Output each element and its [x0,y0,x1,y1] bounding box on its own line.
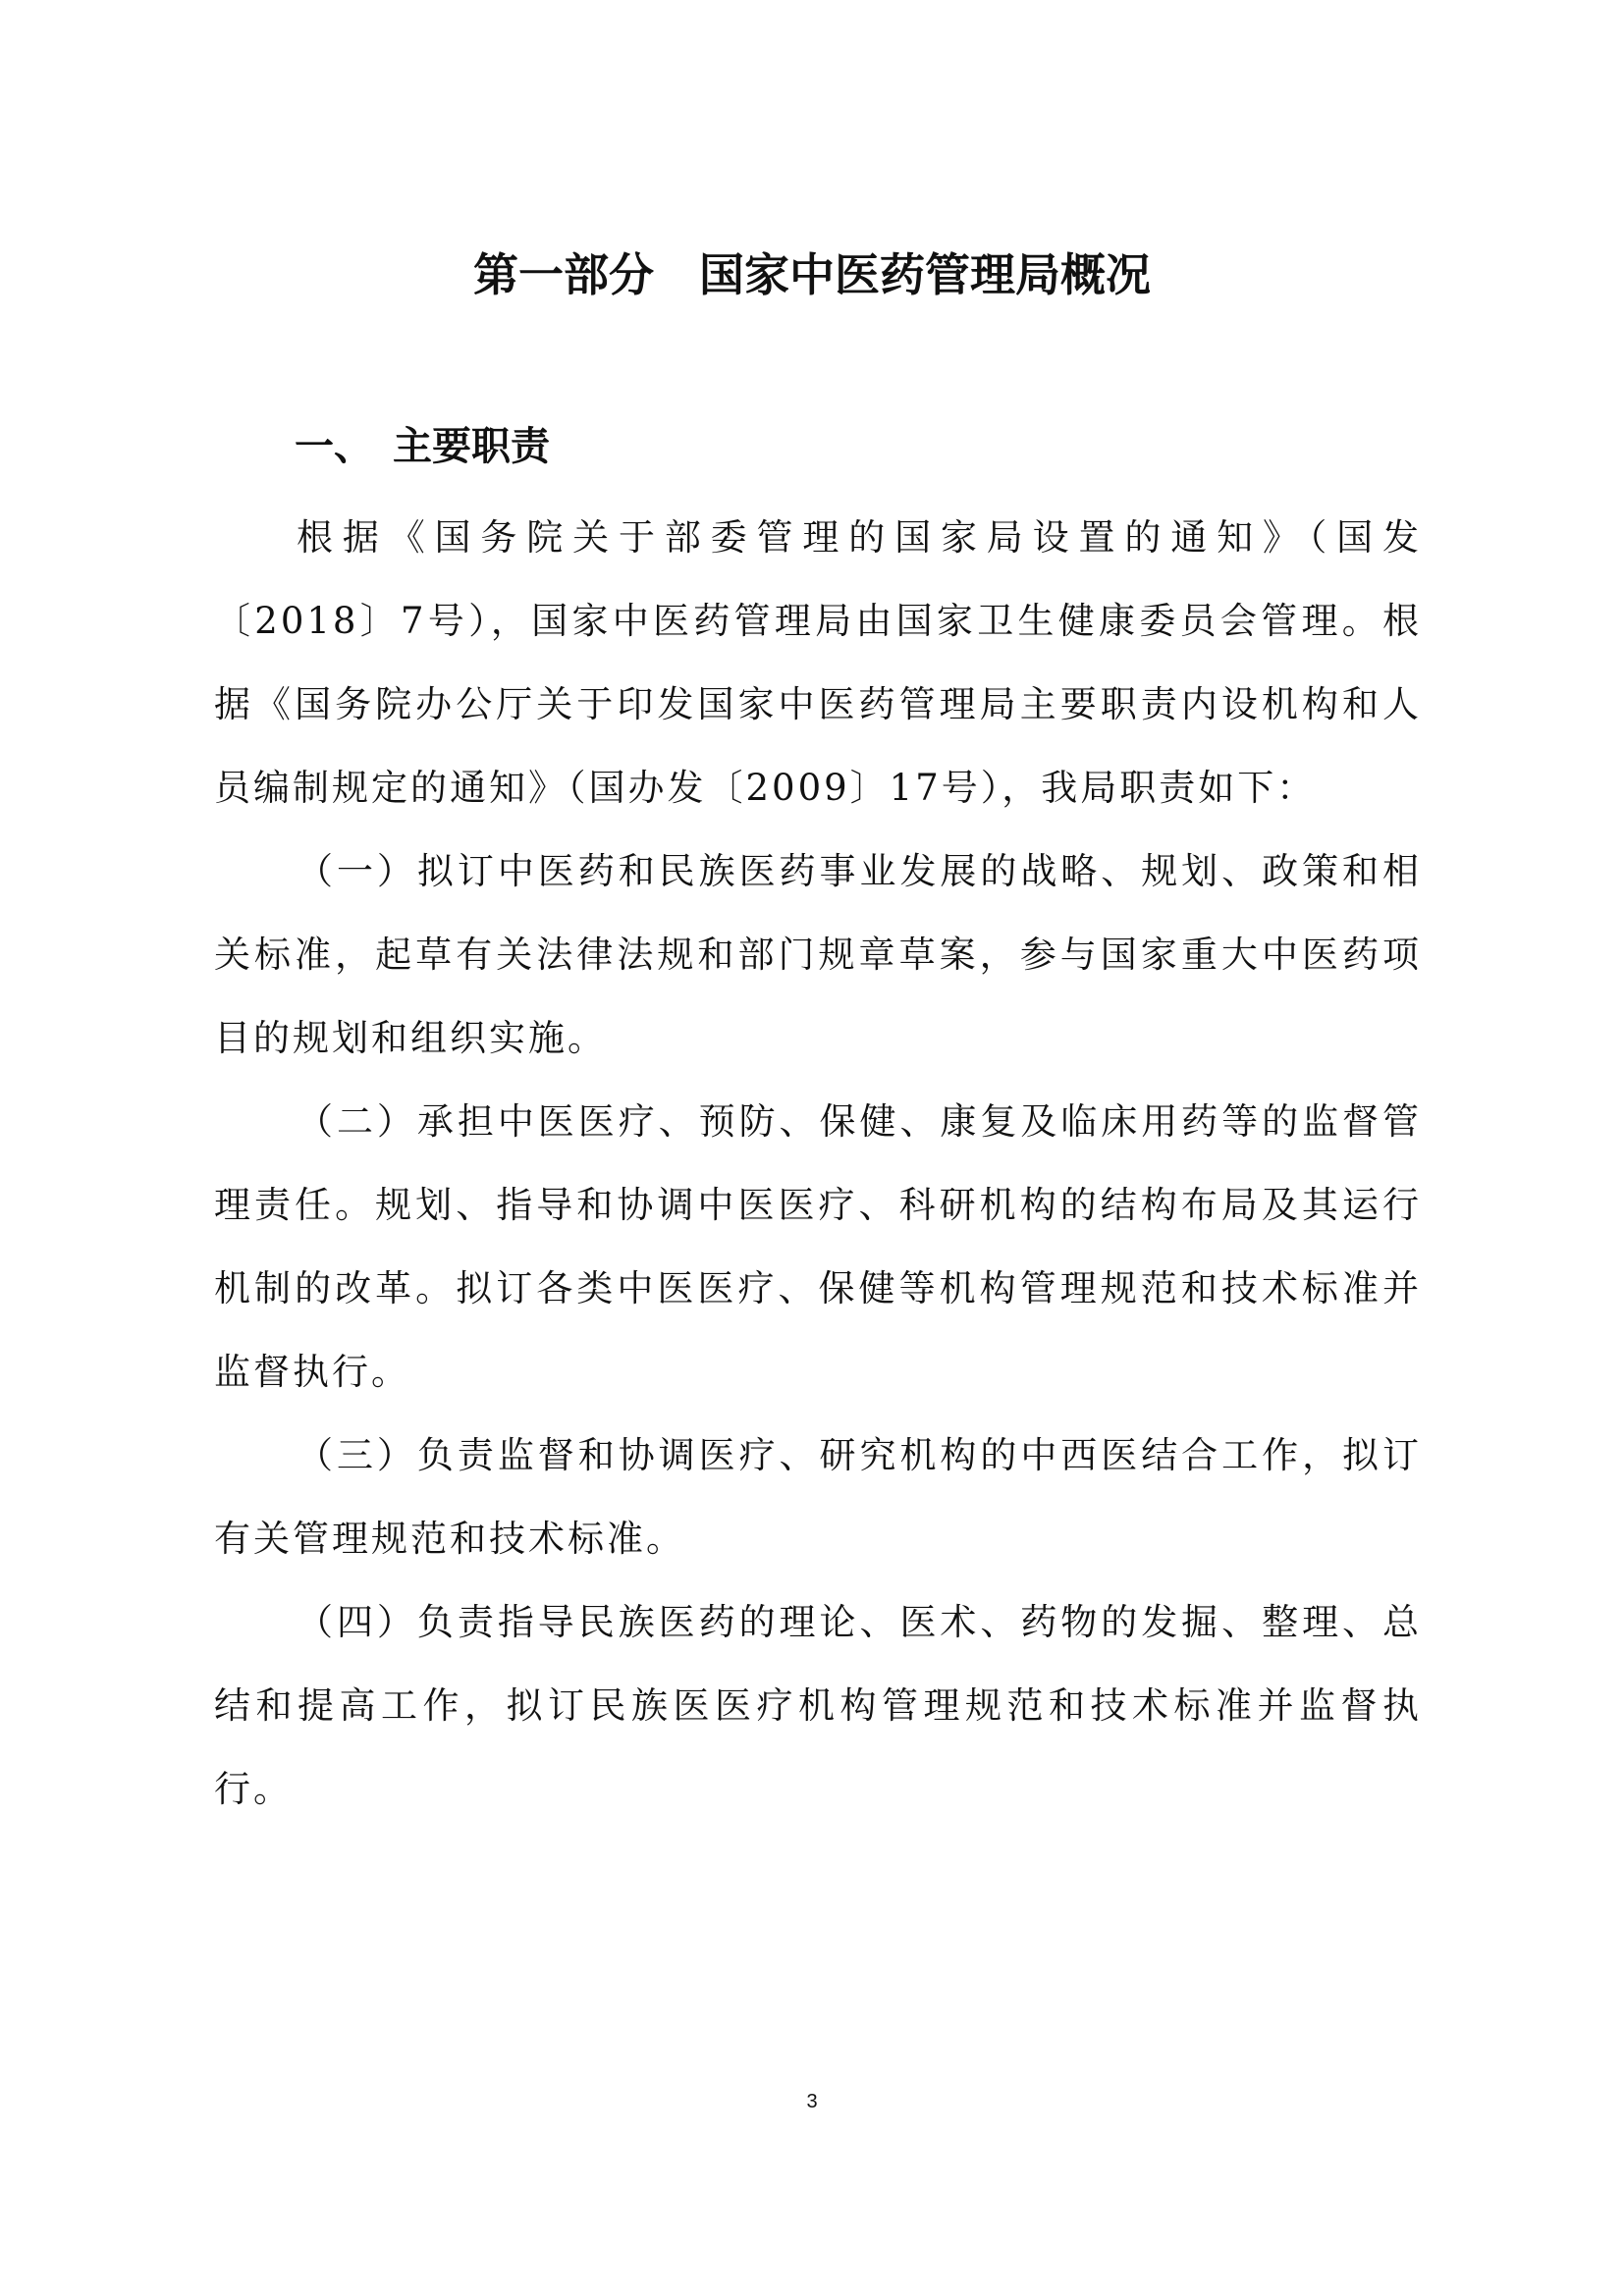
paragraph-duty-1: （一）拟订中医药和民族医药事业发展的战略、规划、政策和相关标准，起草有关法律法规和部门规章草案，参与国家重大中医药项目的规划和组织实施。 [214,850,1422,1059]
paragraph-intro: 根据《国务院关于部委管理的国家局设置的通知》（国发〔2018〕7号），国家中医药管理局由国家卫生健康委员会管理。根据《国务院办公厅关于印发国家中医药管理局主要职责内设机构和人员编制规定的通知》（国办发〔2009〕17号），我局职责如下： [214,516,1422,809]
page-number: 3 [806,2091,818,2112]
body-text [214,496,1422,1831]
page-title: 第一部分 国家中医药管理局概况 [473,248,1151,301]
paragraph-duty-3: （三）负责监督和协调医疗、研究机构的中西医结合工作，拟订有关管理规范和技术标准。 [214,1434,1422,1560]
section-heading: 一、 主要职责 [295,424,550,469]
paragraph-duty-4: （四）负责指导民族医药的理论、医术、药物的发掘、整理、总结和提高工作，拟订民族医医疗机构管理规范和技术标准并监督执行。 [214,1601,1422,1810]
paragraph-duty-2: （二）承担中医医疗、预防、保健、康复及临床用药等的监督管理责任。规划、指导和协调中医医疗、科研机构的结构布局及其运行机制的改革。拟订各类中医医疗、保健等机构管理规范和技术标准并监督执行。 [214,1100,1422,1393]
